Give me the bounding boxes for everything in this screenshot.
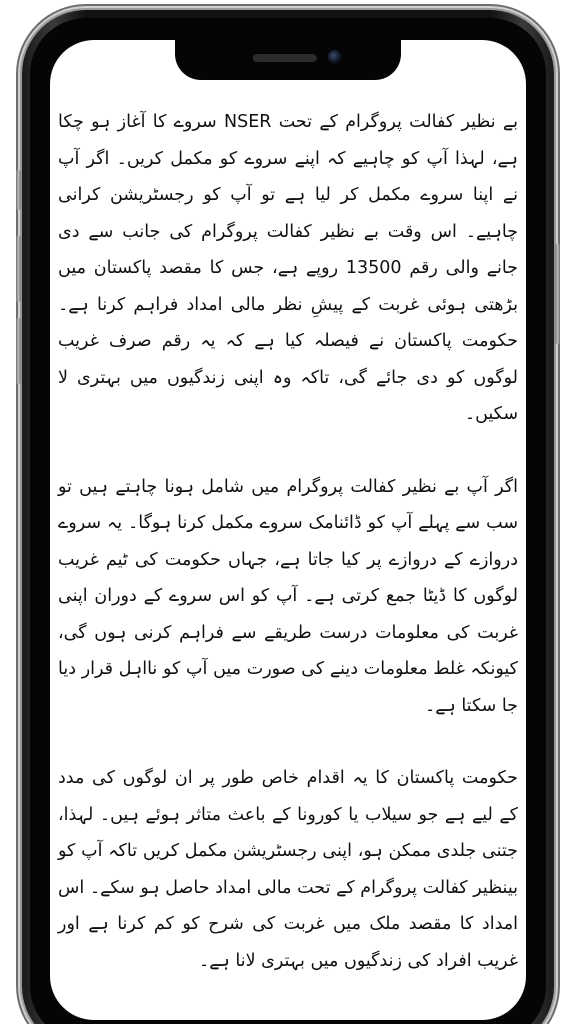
power-button [555, 244, 560, 344]
article-paragraph-1: بے نظیر کفالت پروگرام کے تحت NSER سروے کا آغاز ہو چکا ہے، لہذا آپ کو چاہیے کہ اپنے سروے کو مکمل کریں۔ اگر آپ نے اپنا سروے مکمل کر لیا ہے تو آپ کو رجسٹریشن کرانی چاہیے۔ اس وقت بے نظیر کفالت پروگرام کی جانب سے دی جانے والی رقم 13500 روپے ہے، جس کا مقصد پاکستان میں بڑھتی ہوئی غربت کے پیشِ نظر مالی امداد فراہم کرنا ہے۔ حکومت پاکستان نے فیصلہ کیا ہے کہ یہ رقم صرف غریب لوگوں کو دی جائے گی، تاکہ وہ اپنی زندگیوں میں بہتری لا سکیں۔ [58, 112, 519, 424]
volume-down-button [16, 318, 21, 384]
camera-icon [328, 50, 342, 64]
volume-up-button [16, 236, 21, 302]
article-paragraph-2: اگر آپ بے نظیر کفالت پروگرام میں شامل ہونا چاہتے ہیں تو سب سے پہلے آپ کو ڈائنامک سروے مکمل کرنا ہوگا۔ یہ سروے دروازے کے دروازے پر کیا جاتا ہے، جہاں حکومت کی ٹیم غریب لوگوں کا ڈیٹا جمع کرتی ہے۔ آپ کو اس سروے کے دوران اپنی غربت کی معلومات درست طریقے سے فراہم کرنی ہوں گی، کیونکہ غلط معلومات دینے کی صورت میں آپ کو نااہل قرار دیا جا سکتا ہے۔ [58, 476, 518, 716]
speaker-icon [253, 54, 317, 62]
article-paragraph-3: حکومت پاکستان کا یہ اقدام خاص طور پر ان لوگوں کی مدد کے لیے ہے جو سیلاب یا کورونا کے باعث متاثر ہوئے ہیں۔ لہذا، جتنی جلدی ممکن ہو، اپنی رجسٹریشن مکمل کریں تاکہ آپ کو بینظیر کفالت پروگرام کے تحت مالی امداد حاصل ہو سکے۔ اس امداد کا مقصد ملک میں غربت کی شرح کو کم کرنا ہے اور غریب افراد کی زندگیوں میں بہتری لانا ہے۔ [58, 768, 518, 971]
phone-notch [175, 40, 401, 80]
article-body [58, 104, 518, 1015]
silent-switch [16, 170, 21, 210]
